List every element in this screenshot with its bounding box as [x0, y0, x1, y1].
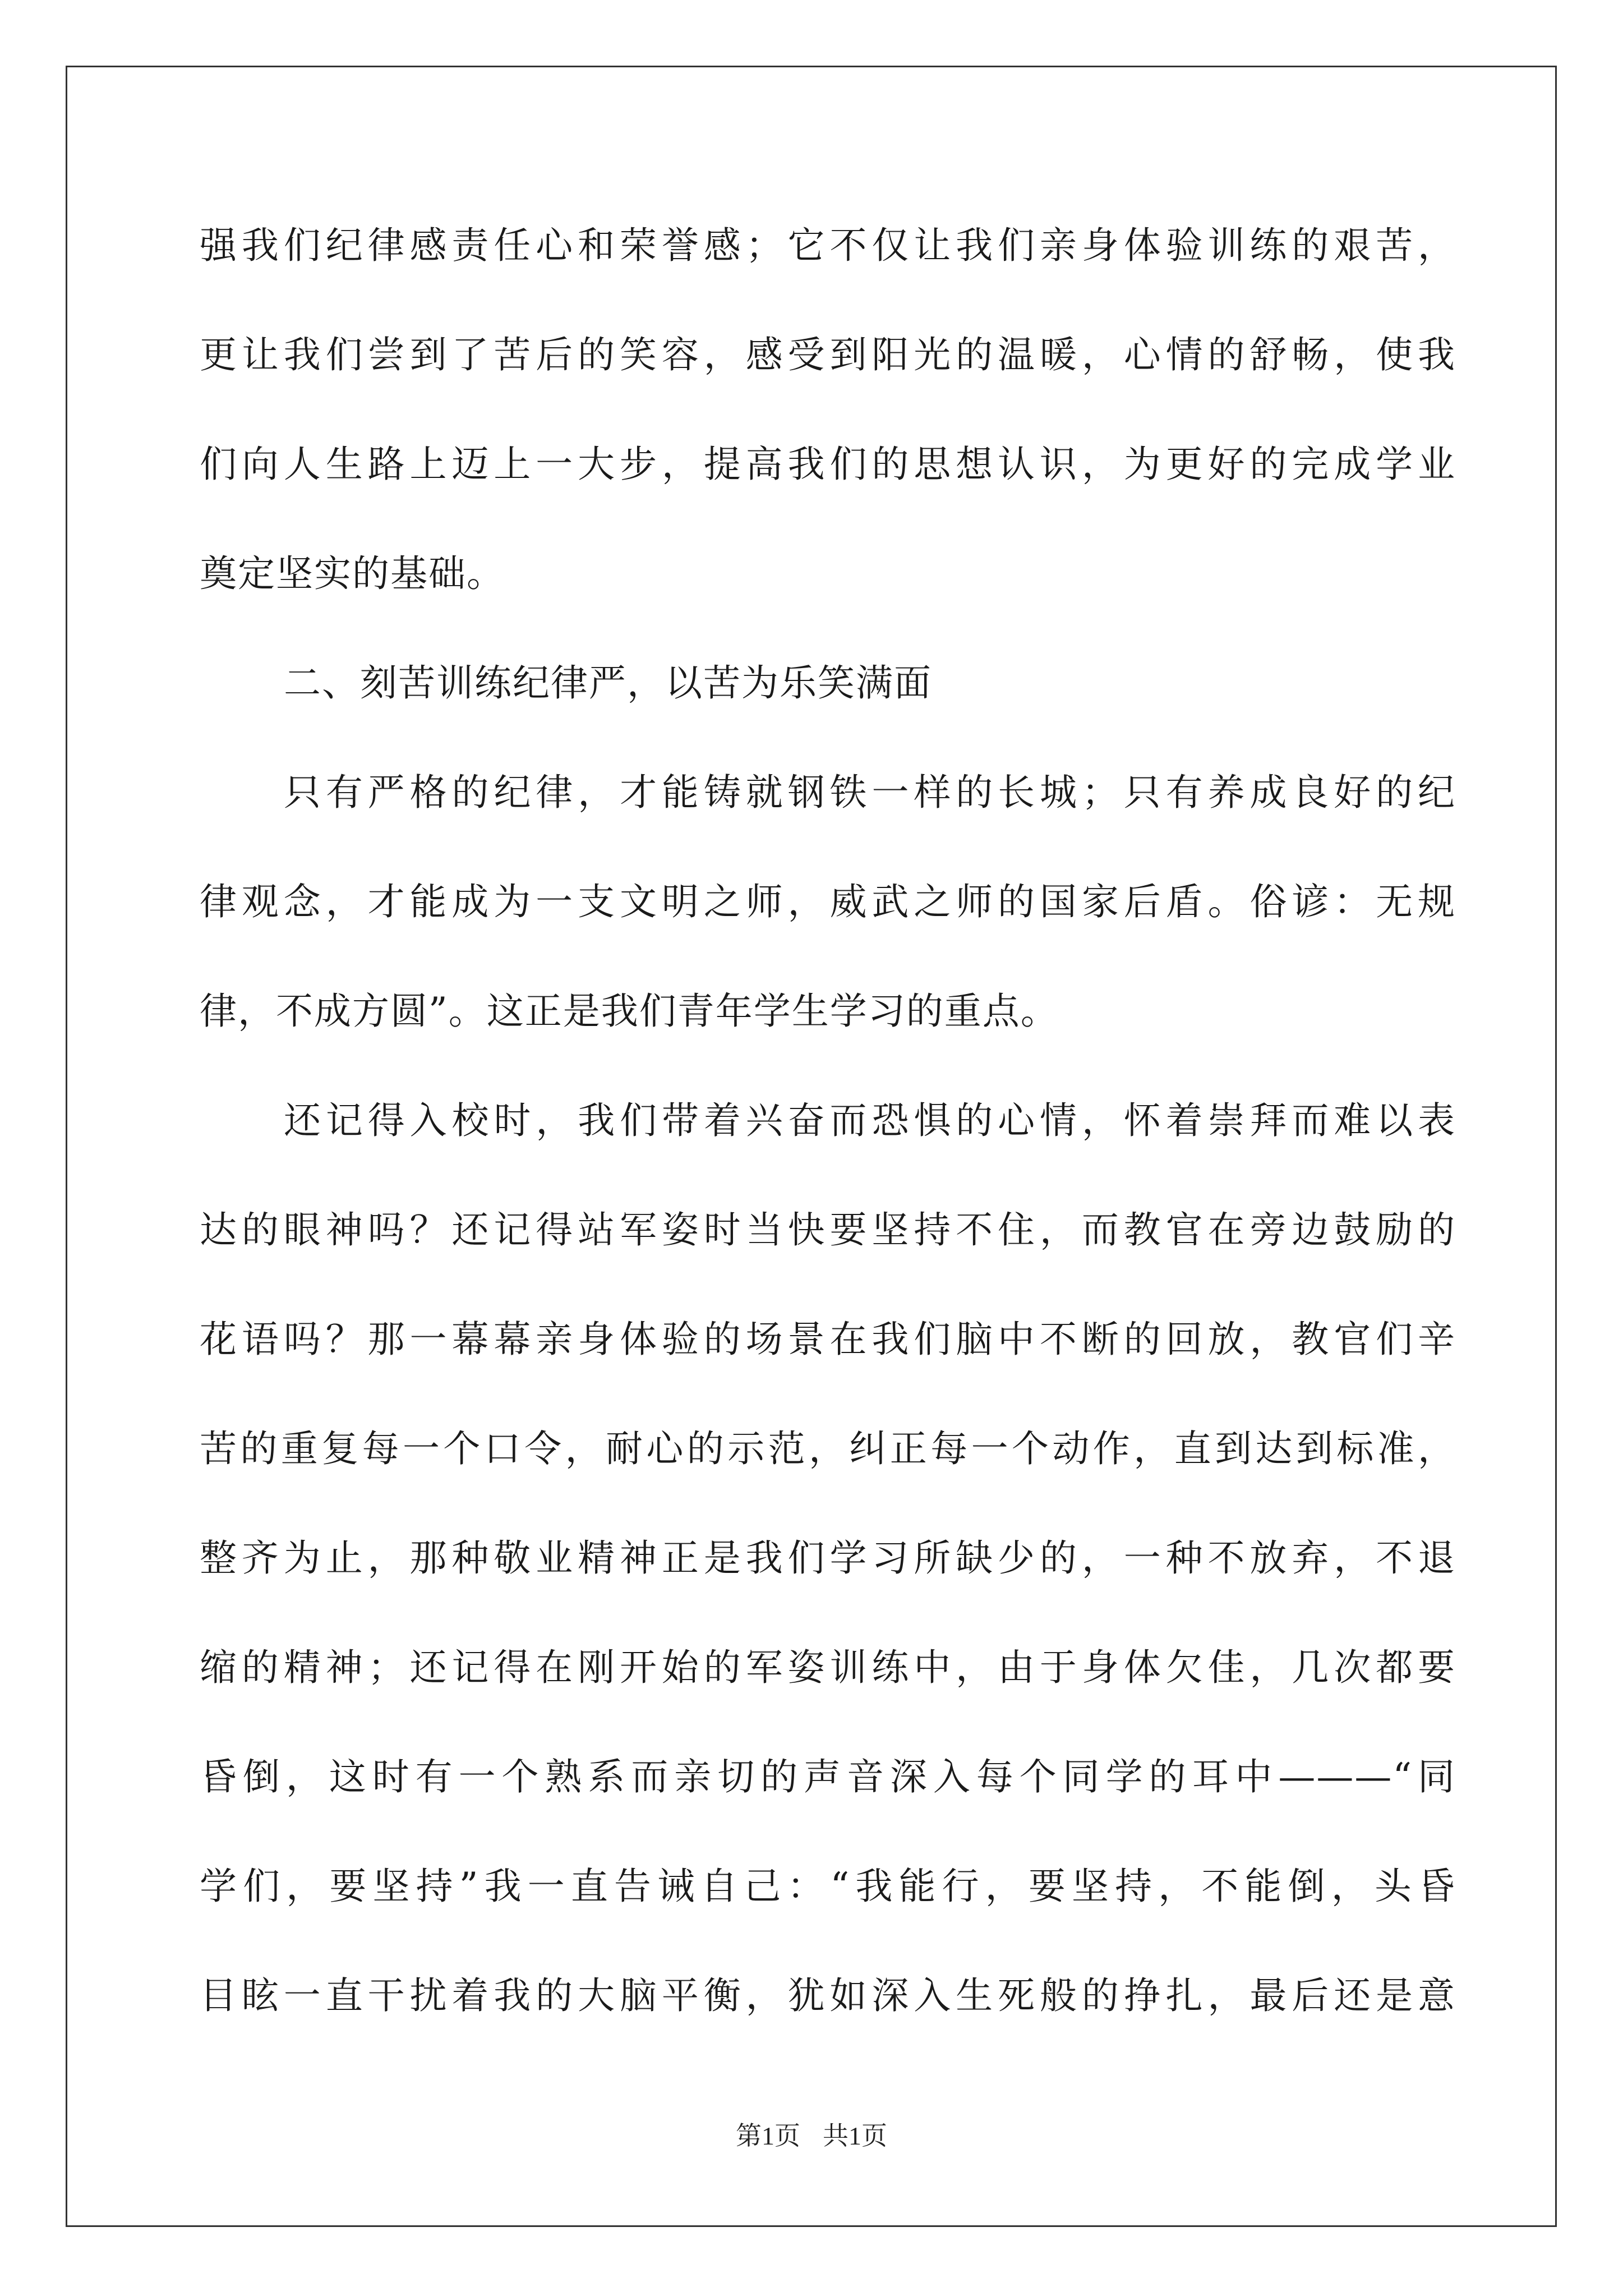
body-line-9: 还记得入校时，我们带着兴奋而恐惧的心情，怀着崇拜而难以表	[284, 1099, 1456, 1142]
body-line-2: 更让我们尝到了苦后的笑容，感受到阳光的温暖，心情的舒畅，使我	[200, 333, 1456, 376]
body-line-12: 苦的重复每一个口令，耐心的示范，纠正每一个动作，直到达到标准，	[200, 1427, 1456, 1470]
body-line-16: 学们，要坚持”我一直告诫自己：“我能行，要坚持，不能倒，头昏	[200, 1865, 1456, 1908]
page-total: 共1页	[823, 2122, 887, 2150]
body-line-8: 律，不成方圆”。这正是我们青年学生学习的重点。	[200, 990, 1059, 1033]
body-line-15: 昏倒，这时有一个熟系而亲切的声音深入每个同学的耳中———“同	[200, 1755, 1456, 1798]
page-footer	[0, 2123, 1623, 2149]
body-line-14: 缩的精神；还记得在刚开始的军姿训练中，由于身体欠佳，几次都要	[200, 1646, 1456, 1689]
body-line-10: 达的眼神吗？还记得站军姿时当快要坚持不住，而教官在旁边鼓励的	[200, 1208, 1456, 1251]
body-line-4: 奠定坚实的基础。	[200, 552, 505, 595]
body-line-3: 们向人生路上迈上一大步，提高我们的思想认识，为更好的完成学业	[200, 443, 1456, 486]
body-line-1: 强我们纪律感责任心和荣誉感；它不仅让我们亲身体验训练的艰苦，	[200, 224, 1456, 267]
page-number: 第1页	[736, 2122, 800, 2150]
body-line-6: 只有严格的纪律，才能铸就钢铁一样的长城；只有养成良好的纪	[284, 771, 1456, 814]
body-line-17: 目眩一直干扰着我的大脑平衡，犹如深入生死般的挣扎，最后还是意	[200, 1974, 1456, 2017]
body-line-7: 律观念，才能成为一支文明之师，威武之师的国家后盾。俗谚：无规	[200, 880, 1456, 923]
body-line-13: 整齐为止，那种敬业精神正是我们学习所缺少的，一种不放弃，不退	[200, 1536, 1456, 1580]
body-line-11: 花语吗？那一幕幕亲身体验的场景在我们脑中不断的回放，教官们辛	[200, 1318, 1456, 1361]
section-heading: 二、刻苦训练纪律严，以苦为乐笑满面	[284, 661, 932, 705]
